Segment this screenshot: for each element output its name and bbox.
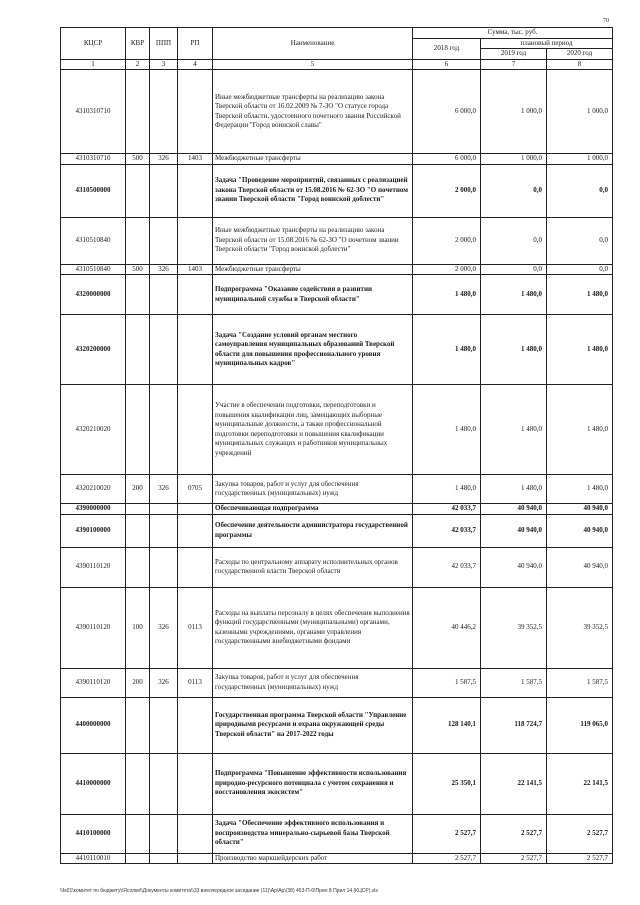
- header-2020: 2020 год: [547, 49, 613, 60]
- cell-v2019: 1 480,0: [481, 275, 547, 315]
- cell-kvr: 100: [126, 587, 150, 668]
- cell-name: Расходы по центральному аппарату исполнительных органов государственной власти Тверской области: [213, 547, 413, 587]
- cell-v2020: 2 527,7: [547, 853, 613, 864]
- cell-name: Закупка товаров, работ и услуг для обеспечения государственных (муниципальных) нужд: [213, 668, 413, 697]
- cell-name: Государственная программа Тверской области "Управление природными ресурсами и охрана окружающей среды Тверской области" на 2017-2022 годы: [213, 697, 413, 753]
- cell-kcsr: 4320210020: [61, 385, 126, 475]
- cell-v2019: 1 480,0: [481, 475, 547, 504]
- table-row: [61, 587, 613, 668]
- cell-v2018: 42 033,7: [413, 514, 481, 547]
- cell-name: Иные межбюджетные трансферты на реализацию закона Тверской области от 15.08.2016 № 62-ЗО "О почетном звании Тверской области "Город воинской доблести": [213, 217, 413, 264]
- cell-v2018: 128 140,1: [413, 697, 481, 753]
- table-row: [61, 814, 613, 853]
- cell-kvr: [126, 275, 150, 315]
- cell-v2019: 1 480,0: [481, 315, 547, 385]
- cell-ppp: 326: [150, 264, 178, 275]
- cell-rp: 0705: [178, 475, 213, 504]
- cell-kcsr: 4390110120: [61, 587, 126, 668]
- cell-v2019: 40 940,0: [481, 547, 547, 587]
- cell-v2018: 2 527,7: [413, 814, 481, 853]
- header-sum: Сумма, тыс. руб.: [413, 28, 613, 39]
- cell-v2019: 1 000,0: [481, 154, 547, 165]
- cell-ppp: [150, 514, 178, 547]
- column-number: 2: [126, 59, 150, 70]
- cell-rp: [178, 504, 213, 515]
- cell-name: Обеспечивающая подпрограмма: [213, 504, 413, 515]
- column-number: 8: [547, 59, 613, 70]
- cell-kcsr: 4390000000: [61, 504, 126, 515]
- cell-kvr: 500: [126, 154, 150, 165]
- cell-kcsr: 4390100000: [61, 514, 126, 547]
- column-number: 6: [413, 59, 481, 70]
- table-row: [61, 504, 613, 515]
- cell-v2020: 119 065,0: [547, 697, 613, 753]
- table-row: [61, 264, 613, 275]
- cell-v2019: 0,0: [481, 164, 547, 217]
- column-number: 1: [61, 59, 126, 70]
- cell-rp: 1403: [178, 154, 213, 165]
- header-kcsr: КЦСР: [61, 28, 126, 60]
- cell-v2018: 2 000,0: [413, 217, 481, 264]
- cell-kcsr: 4310500000: [61, 164, 126, 217]
- cell-name: Участие в обеспечении подготовки, переподготовки и повышения квалификации лиц, замещающих выборные муниципальные должности, а также профессиональной подготовки переподготовки и повышения квалификации муниципальных служащих и работников муниципальных учреждений: [213, 385, 413, 475]
- cell-rp: [178, 385, 213, 475]
- cell-ppp: 326: [150, 668, 178, 697]
- cell-v2020: 1 480,0: [547, 315, 613, 385]
- table-row: [61, 853, 613, 864]
- cell-v2019: 2 527,7: [481, 853, 547, 864]
- cell-kvr: [126, 697, 150, 753]
- cell-ppp: 326: [150, 475, 178, 504]
- cell-kvr: 200: [126, 668, 150, 697]
- cell-v2018: 6 000,0: [413, 154, 481, 165]
- cell-ppp: [150, 315, 178, 385]
- cell-rp: [178, 697, 213, 753]
- cell-kvr: 500: [126, 264, 150, 275]
- cell-v2020: 40 940,0: [547, 547, 613, 587]
- cell-v2020: 2 527,7: [547, 814, 613, 853]
- cell-name: Подпрограмма "Повышение эффективности использования природно-ресурсного потенциала с учетом сохранения и восстановления экосистем": [213, 753, 413, 814]
- cell-v2019: 1 587,5: [481, 668, 547, 697]
- cell-v2019: 40 940,0: [481, 514, 547, 547]
- cell-v2018: 2 527,7: [413, 853, 481, 864]
- column-number: 3: [150, 59, 178, 70]
- budget-table: [60, 27, 613, 864]
- column-number: 4: [178, 59, 213, 70]
- cell-rp: [178, 217, 213, 264]
- cell-v2020: 40 940,0: [547, 504, 613, 515]
- table-row: [61, 475, 613, 504]
- cell-name: Задача "Создание условий органам местного самоуправления муниципальных образований Тверской области для повышения профессионального уровня муниципальных кадров": [213, 315, 413, 385]
- cell-rp: [178, 164, 213, 217]
- cell-kvr: [126, 164, 150, 217]
- cell-rp: [178, 853, 213, 864]
- cell-rp: [178, 514, 213, 547]
- cell-v2018: 1 587,5: [413, 668, 481, 697]
- page-number: 70: [603, 18, 609, 24]
- cell-name: Подпрограмма "Оказание содействия в развитии муниципальной службы в Тверской области": [213, 275, 413, 315]
- cell-v2020: 1 480,0: [547, 275, 613, 315]
- cell-ppp: [150, 70, 178, 154]
- cell-kvr: 200: [126, 475, 150, 504]
- cell-v2020: 39 352,5: [547, 587, 613, 668]
- cell-kcsr: 4390110120: [61, 668, 126, 697]
- cell-name: Обеспечение деятельности администратора государственной программы: [213, 514, 413, 547]
- cell-v2020: 1 000,0: [547, 70, 613, 154]
- cell-ppp: [150, 753, 178, 814]
- cell-v2019: 39 352,5: [481, 587, 547, 668]
- cell-ppp: [150, 385, 178, 475]
- table-row: [61, 315, 613, 385]
- column-number: 7: [481, 59, 547, 70]
- cell-v2020: 0,0: [547, 217, 613, 264]
- cell-v2020: 0,0: [547, 264, 613, 275]
- cell-v2019: 1 480,0: [481, 385, 547, 475]
- cell-v2020: 1 587,5: [547, 668, 613, 697]
- cell-name: Задача "Обеспечение эффективного использования и воспроизводства минерально-сырьевой базы Тверской области": [213, 814, 413, 853]
- cell-v2020: 40 940,0: [547, 514, 613, 547]
- cell-v2019: 118 724,7: [481, 697, 547, 753]
- header-ppp: ППП: [150, 28, 178, 60]
- cell-ppp: 326: [150, 587, 178, 668]
- cell-v2018: 40 446,2: [413, 587, 481, 668]
- column-number-row: [61, 59, 613, 70]
- cell-kvr: [126, 547, 150, 587]
- cell-kcsr: 4410000000: [61, 753, 126, 814]
- cell-v2018: 1 480,0: [413, 385, 481, 475]
- cell-name: Расходы на выплаты персоналу в целях обеспечения выполнения функций государственными (муниципальными) органами, казенными учреждениями, органами управления государственными внебюджетными фондами: [213, 587, 413, 668]
- cell-rp: [178, 753, 213, 814]
- cell-name: Межбюджетные трансферты: [213, 264, 413, 275]
- cell-rp: 1403: [178, 264, 213, 275]
- cell-v2018: 2 000,0: [413, 264, 481, 275]
- cell-v2019: 22 141,5: [481, 753, 547, 814]
- cell-kvr: [126, 70, 150, 154]
- cell-rp: [178, 547, 213, 587]
- cell-v2020: 0,0: [547, 164, 613, 217]
- cell-v2020: 22 141,5: [547, 753, 613, 814]
- cell-ppp: [150, 697, 178, 753]
- cell-v2018: 42 033,7: [413, 547, 481, 587]
- header-2018: 2018 год: [413, 38, 481, 59]
- cell-v2018: 42 033,7: [413, 504, 481, 515]
- table-row: [61, 217, 613, 264]
- cell-kcsr: 4410110010: [61, 853, 126, 864]
- cell-name: Иные межбюджетные трансферты на реализацию закона Тверской области от 16.02.2009 № 7-ЗО "О статусе города Тверской области, удостоенного почетного звания Российской Федерации "Город воинской славы": [213, 70, 413, 154]
- cell-v2019: 1 000,0: [481, 70, 547, 154]
- cell-v2018: 1 480,0: [413, 315, 481, 385]
- cell-kcsr: 4390110120: [61, 547, 126, 587]
- table-row: [61, 547, 613, 587]
- cell-kvr: [126, 315, 150, 385]
- cell-kvr: [126, 504, 150, 515]
- cell-ppp: [150, 853, 178, 864]
- header-plan-period: плановый период: [481, 38, 613, 49]
- cell-v2018: 2 000,0: [413, 164, 481, 217]
- table-row: [61, 154, 613, 165]
- cell-kcsr: 4410100000: [61, 814, 126, 853]
- cell-kvr: [126, 514, 150, 547]
- cell-v2018: 1 480,0: [413, 275, 481, 315]
- cell-kvr: [126, 217, 150, 264]
- cell-kcsr: 4320000000: [61, 275, 126, 315]
- cell-kcsr: 4320210020: [61, 475, 126, 504]
- cell-kcsr: 4320200000: [61, 315, 126, 385]
- cell-v2020: 1 000,0: [547, 154, 613, 165]
- cell-v2019: 40 940,0: [481, 504, 547, 515]
- cell-ppp: [150, 275, 178, 315]
- cell-v2020: 1 480,0: [547, 385, 613, 475]
- cell-kcsr: 4310310710: [61, 70, 126, 154]
- cell-kvr: [126, 385, 150, 475]
- table-row: [61, 164, 613, 217]
- cell-kcsr: 4310510840: [61, 264, 126, 275]
- table-row: [61, 70, 613, 154]
- cell-v2018: 6 000,0: [413, 70, 481, 154]
- table-row: [61, 753, 613, 814]
- header-name: Наименование: [213, 28, 413, 60]
- cell-kcsr: 4310510840: [61, 217, 126, 264]
- cell-name: Межбюджетные трансферты: [213, 154, 413, 165]
- cell-kcsr: 4400000000: [61, 697, 126, 753]
- cell-v2019: 0,0: [481, 264, 547, 275]
- header-rp: РП: [178, 28, 213, 60]
- cell-ppp: [150, 164, 178, 217]
- header-2019: 2019 год: [481, 49, 547, 60]
- cell-name: Задача "Проведение мероприятий, связанных с реализацией закона Тверской области от 15.08.2016 № 62-ЗО "О почетном звании Тверской области "Город воинской доблести": [213, 164, 413, 217]
- cell-rp: [178, 70, 213, 154]
- table-row: [61, 514, 613, 547]
- cell-rp: 0113: [178, 668, 213, 697]
- cell-kvr: [126, 853, 150, 864]
- table-row: [61, 668, 613, 697]
- cell-rp: 0113: [178, 587, 213, 668]
- cell-v2019: 0,0: [481, 217, 547, 264]
- cell-ppp: 326: [150, 154, 178, 165]
- cell-rp: [178, 814, 213, 853]
- cell-kcsr: 4310310710: [61, 154, 126, 165]
- cell-rp: [178, 275, 213, 315]
- column-number: 5: [213, 59, 413, 70]
- cell-v2020: 1 480,0: [547, 475, 613, 504]
- table-row: [61, 697, 613, 753]
- cell-v2018: 25 350,1: [413, 753, 481, 814]
- file-path-footer: \\fs01\комитет по бюджету\\Ясолки\\Документы комитета\\33 внеочередное заседание (11)\Ар\Ар\(38) 453-П-6\Прил 8 Прил 14 (КЦСР).xls: [60, 888, 378, 894]
- table-row: [61, 275, 613, 315]
- cell-ppp: [150, 217, 178, 264]
- cell-ppp: [150, 504, 178, 515]
- cell-name: Закупка товаров, работ и услуг для обеспечения государственных (муниципальных) нужд: [213, 475, 413, 504]
- cell-name: Производство маркшейдерских работ: [213, 853, 413, 864]
- cell-v2019: 2 527,7: [481, 814, 547, 853]
- cell-kvr: [126, 753, 150, 814]
- cell-ppp: [150, 547, 178, 587]
- table-row: [61, 385, 613, 475]
- cell-v2018: 1 480,0: [413, 475, 481, 504]
- header-kvr: КВР: [126, 28, 150, 60]
- cell-kvr: [126, 814, 150, 853]
- cell-rp: [178, 315, 213, 385]
- cell-ppp: [150, 814, 178, 853]
